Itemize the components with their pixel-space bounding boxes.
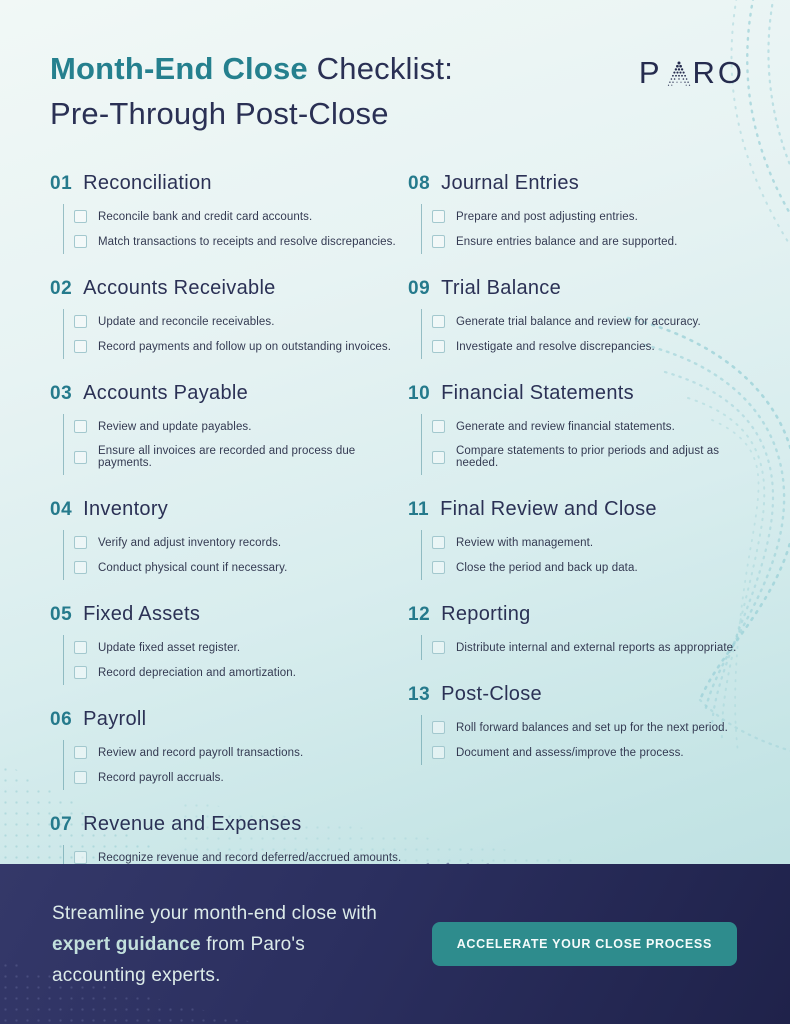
section-number: 06 — [50, 709, 73, 730]
checklist-item-label: Record payments and follow up on outstanding invoices. — [98, 340, 392, 353]
footer-message — [52, 898, 387, 991]
checklist-item-label: Prepare and post adjusting entries. — [456, 210, 638, 223]
checklist-item-label: Update fixed asset register. — [98, 641, 241, 654]
checklist-item-label: Generate and review financial statements. — [456, 420, 675, 433]
footer-message-bold: expert guidance — [52, 933, 201, 955]
section-number: 10 — [408, 383, 431, 404]
checklist-item — [432, 334, 750, 359]
checklist-item — [74, 530, 402, 555]
section-title: Revenue and Expenses — [83, 813, 302, 835]
checklist-item-label: Review with management. — [456, 536, 594, 549]
section-number: 12 — [408, 604, 431, 625]
checklist-item — [432, 439, 750, 475]
checklist-item-label: Recognize revenue and record deferred/accrued amounts. — [98, 851, 402, 864]
checkbox[interactable] — [74, 340, 87, 353]
checklist-section — [408, 683, 750, 765]
checklist-item — [432, 204, 750, 229]
checklist-item-label: Close the period and back up data. — [456, 561, 638, 574]
section-items — [63, 530, 402, 580]
checkbox[interactable] — [432, 536, 445, 549]
section-heading — [408, 498, 750, 521]
section-items — [63, 740, 402, 790]
paro-logo — [639, 55, 745, 91]
section-title: Financial Statements — [441, 382, 634, 404]
checklist-section — [50, 382, 402, 475]
checklist-item-label: Match transactions to receipts and resolve discrepancies. — [98, 235, 396, 248]
checklist-item — [74, 309, 402, 334]
section-items — [63, 309, 402, 359]
checklist-item-label: Update and reconcile receivables. — [98, 315, 275, 328]
section-items — [421, 309, 750, 359]
section-heading — [50, 382, 402, 405]
checklist-column-left — [50, 172, 402, 929]
section-items — [421, 715, 750, 765]
section-title: Reconciliation — [83, 172, 212, 194]
checklist-item-label: Ensure entries balance and are supported. — [456, 235, 678, 248]
checklist-item — [432, 635, 750, 660]
section-number: 05 — [50, 604, 73, 625]
section-number: 07 — [50, 814, 73, 835]
checkbox[interactable] — [74, 420, 87, 433]
section-heading — [50, 813, 402, 836]
section-items — [421, 414, 750, 475]
checkbox[interactable] — [432, 420, 445, 433]
checklist-item — [74, 414, 402, 439]
checklist-item — [432, 740, 750, 765]
paro-logo-letters-ro: RO — [692, 55, 745, 90]
checklist-item-label: Record depreciation and amortization. — [98, 666, 297, 679]
checklist-item-label: Generate trial balance and review for accuracy. — [456, 315, 701, 328]
section-title: Reporting — [441, 603, 531, 625]
checklist-item-label: Review and update payables. — [98, 420, 252, 433]
footer-banner — [0, 864, 790, 1024]
checkbox[interactable] — [432, 315, 445, 328]
paro-logo-letter-p: P — [638, 55, 663, 90]
checklist-item — [432, 229, 750, 254]
section-items — [421, 204, 750, 254]
page-title-line2: Pre-Through Post-Close — [50, 96, 389, 131]
checklist-section — [408, 277, 750, 359]
checklist-item — [74, 635, 402, 660]
section-number: 08 — [408, 173, 431, 194]
section-number: 13 — [408, 684, 431, 705]
footer-message-part1: Streamline your month-end close with — [52, 902, 378, 924]
section-title: Trial Balance — [441, 277, 562, 299]
checkbox[interactable] — [74, 771, 87, 784]
section-items — [421, 530, 750, 580]
checklist-column-right — [408, 172, 750, 929]
section-items — [63, 635, 402, 685]
checklist-item — [432, 309, 750, 334]
checklist-item-label: Roll forward balances and set up for the next period. — [456, 721, 728, 734]
section-heading — [50, 498, 402, 521]
section-title: Payroll — [83, 708, 147, 730]
checkbox[interactable] — [432, 451, 445, 464]
checklist-item — [432, 414, 750, 439]
checkbox[interactable] — [432, 340, 445, 353]
checklist-section — [50, 603, 402, 685]
section-number: 04 — [50, 499, 73, 520]
section-title: Inventory — [83, 498, 169, 520]
section-heading — [408, 172, 750, 195]
page-title-highlight: Month-End Close — [50, 51, 308, 86]
section-number: 09 — [408, 278, 431, 299]
checkbox[interactable] — [74, 561, 87, 574]
checklist-item-label: Investigate and resolve discrepancies. — [456, 340, 655, 353]
checklist-item — [74, 334, 402, 359]
checklist-item-label: Conduct physical count if necessary. — [98, 561, 288, 574]
checkbox[interactable] — [432, 210, 445, 223]
checklist-section — [50, 708, 402, 790]
checklist-item-label: Compare statements to prior periods and adjust as needed. — [456, 445, 720, 469]
checklist-item-label: Record payroll accruals. — [98, 771, 224, 784]
section-number: 01 — [50, 173, 73, 194]
checklist-item-label: Ensure all invoices are recorded and process due payments. — [98, 445, 356, 469]
checklist-item — [74, 439, 402, 475]
checkbox[interactable] — [432, 721, 445, 734]
footer-message-part2: from Paro's accounting experts. — [52, 933, 305, 986]
section-number: 11 — [408, 499, 430, 520]
section-items — [63, 414, 402, 475]
checklist-item — [432, 530, 750, 555]
checkbox[interactable] — [432, 641, 445, 654]
checklist-item-label: Distribute internal and external reports as appropriate. — [456, 641, 737, 654]
checklist-section — [408, 382, 750, 475]
checklist-section — [50, 498, 402, 580]
checklist-item-label: Verify and adjust inventory records. — [98, 536, 282, 549]
page-title — [50, 46, 453, 136]
section-title: Final Review and Close — [440, 498, 657, 520]
paro-logo-dotted-a-icon — [666, 60, 692, 87]
checkbox[interactable] — [432, 235, 445, 248]
section-title: Accounts Receivable — [83, 277, 276, 299]
checklist-item — [432, 555, 750, 580]
section-heading — [408, 603, 750, 626]
section-number: 02 — [50, 278, 73, 299]
section-heading — [50, 708, 402, 731]
checklist-item-label: Review and record payroll transactions. — [98, 746, 304, 759]
checkbox[interactable] — [74, 315, 87, 328]
checklist-item — [74, 740, 402, 765]
checklist-item-label: Reconcile bank and credit card accounts. — [98, 210, 313, 223]
checklist-section — [408, 172, 750, 254]
checkbox[interactable] — [74, 235, 87, 248]
checkbox[interactable] — [74, 666, 87, 679]
checkbox[interactable] — [432, 561, 445, 574]
checkbox[interactable] — [432, 746, 445, 759]
checklist-columns — [50, 172, 750, 929]
section-title: Journal Entries — [441, 172, 580, 194]
section-heading — [408, 382, 750, 405]
checklist-section — [408, 498, 750, 580]
checklist-item — [74, 765, 402, 790]
checklist-item-label: Document and assess/improve the process. — [456, 746, 684, 759]
header — [50, 46, 745, 136]
checklist-section — [408, 603, 750, 660]
section-heading — [50, 603, 402, 626]
section-number: 03 — [50, 383, 73, 404]
checkbox[interactable] — [74, 851, 87, 864]
section-items — [421, 635, 750, 660]
checklist-item — [74, 660, 402, 685]
section-heading — [408, 683, 750, 706]
section-heading — [50, 277, 402, 300]
page-title-rest: Checklist: — [307, 51, 454, 86]
section-heading — [50, 172, 402, 195]
checklist-section — [50, 172, 402, 254]
section-title: Post-Close — [441, 683, 542, 705]
checklist-item — [74, 229, 402, 254]
section-items — [63, 204, 402, 254]
checkbox[interactable] — [74, 451, 87, 464]
section-title: Accounts Payable — [83, 382, 249, 404]
checklist-section — [50, 277, 402, 359]
checkbox[interactable] — [74, 641, 87, 654]
section-heading — [408, 277, 750, 300]
section-title: Fixed Assets — [83, 603, 201, 625]
checklist-item — [74, 555, 402, 580]
checkbox[interactable] — [74, 210, 87, 223]
accelerate-close-process-button[interactable]: ACCELERATE YOUR CLOSE PROCESS — [432, 922, 737, 966]
checkbox[interactable] — [74, 536, 87, 549]
checklist-item — [74, 204, 402, 229]
checklist-item — [432, 715, 750, 740]
checkbox[interactable] — [74, 746, 87, 759]
